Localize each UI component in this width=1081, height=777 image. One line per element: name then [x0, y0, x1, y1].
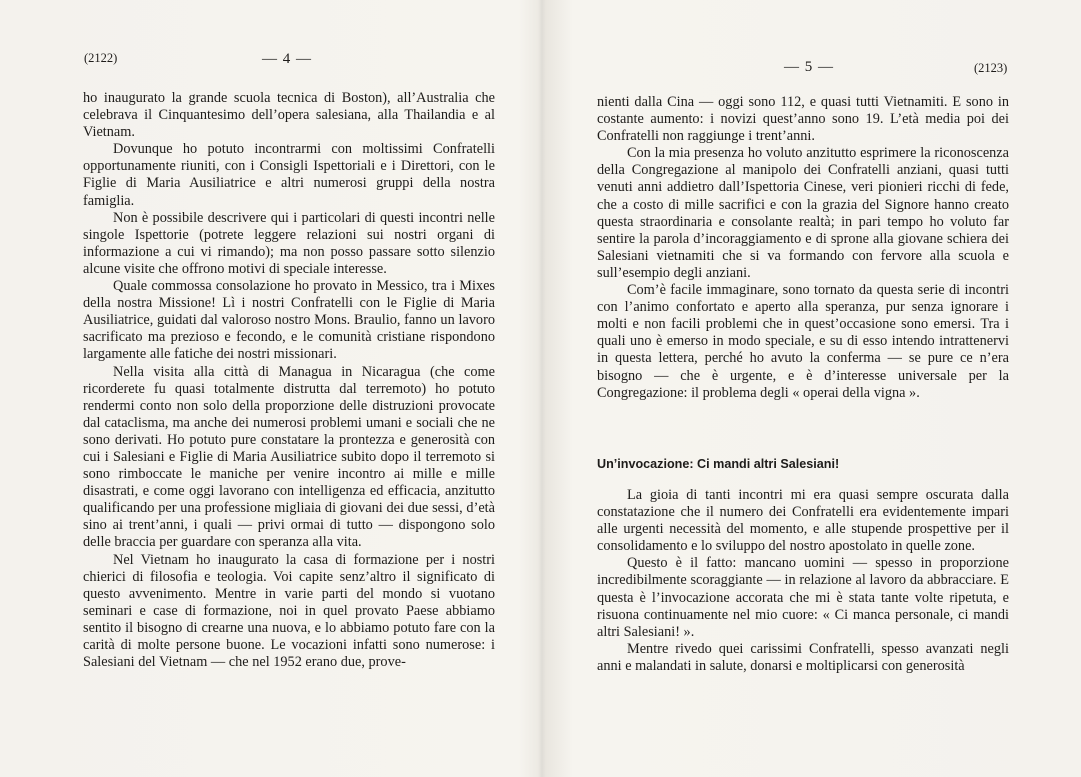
left-page-number: — 4 —: [262, 51, 312, 67]
right-page: [546, 0, 1081, 777]
paragraph: nienti dalla Cina — oggi sono 112, e quasi tutti Vietnamiti. E sono in costante aumento: i novizi quest’anno sono 19. L’età media poi dei Confratelli non raggiunge i trent’anni.: [597, 94, 1009, 145]
paragraph: Non è possibile descrivere qui i particolari di questi incontri nelle singole Ispettorie (potrete leggere relazioni sui nostri organi di informazione a cui vi rimando); ma non posso passare sotto silenzio alcune visite che offrono motivi di speciale interesse.: [83, 209, 495, 277]
right-page-number: — 5 —: [784, 59, 834, 75]
paragraph: Nella visita alla città di Managua in Nicaragua (che come ricorderete fu quasi totalmente distrutta dal terremoto) ho potuto rendermi conto non solo della proporzione delle distruzioni provocate dal cataclisma, ma anche dei numerosi problemi umani e sociali che ne sono derivati. Ho potuto pure constatare la prontezza e generosità con cui i Salesiani e Figlie di Maria Ausiliatrice subito dopo il terremoto si sono rimboccate le maniche per venire incontro ai mille e mille disastrati, e come oggi lavorano con intelligenza ed efficacia, anzitutto qualificando per una professione migliaia di giovani dei due sessi, d’età sino ai trent’anni, i quali — privi ormai di tutto — dispongono solo delle braccia per guardare con speranza alla vita.: [83, 363, 495, 551]
paragraph: Dovunque ho potuto incontrarmi con moltissimi Confratelli opportunamente riuniti, con i Consigli Ispettoriali e i Direttori, con le Figlie di Maria Ausiliatrice e altri numerosi gruppi della nostra famiglia.: [83, 141, 495, 209]
paragraph: La gioia di tanti incontri mi era quasi sempre oscurata dalla constatazione che il numero dei Confratelli era evidentemente impari alle urgenti necessità del momento, e alle stupende prospettive per il consolidamento e lo sviluppo del nostro apostolato in quelle zone.: [597, 487, 1009, 555]
paragraph: Quale commossa consolazione ho provato in Messico, tra i Mixes della nostra Missione! Lì i nostri Confratelli con le Figlie di Maria Ausiliatrice, guidati dal valoroso nostro Mons. Braulio, fanno un lavoro sacrificato ma prezioso e fecondo, e le comunità cristiane rispondono largamente alle fatiche dei nostri missionari.: [83, 278, 495, 363]
right-page-body-top: [597, 94, 1009, 402]
left-page-body: [83, 90, 495, 671]
paragraph: Con la mia presenza ho voluto anzitutto esprimere la riconoscenza della Congregazione al manipolo dei Confratelli anziani, quasi tutti venuti anni addietro dall’Ispettoria Cinese, veri pionieri ricchi di fede, che a costo di mille sacrifici e con la grazia del Signore hanno creato questa straordinaria e consolante realtà; in pari tempo ho voluto far sentire la parola d’incoraggiamento e di sprone alla giovane schiera dei Salesiani vietnamiti che si va formando con fervore alla scuola e sull’esempio degli anziani.: [597, 145, 1009, 281]
paragraph: Questo è il fatto: mancano uomini — spesso in proporzione incredibilmente scoraggiante — in relazione al lavoro da abbracciare. E questa è l’invocazione accorata che mi è stata tante volte ripetuta, e risuona continuamente nel mio cuore: « Ci manca personale, ci mandi altri Salesiani! ».: [597, 555, 1009, 640]
left-page: [0, 0, 538, 777]
paragraph: Com’è facile immaginare, sono tornato da questa serie di incontri con l’animo confortato e aperto alla speranza, pur senza ignorare i molti e non facili problemi che in quest’occasione sono emersi. Tra i quali uno è emerso in modo speciale, e su di esso intendo intrattenervi in questa lettera, perché ho avuto la conferma — se pure ce n’era bisogno — che è urgente, e è d’interesse universale per la Congregazione: il problema degli « operai della vigna ».: [597, 282, 1009, 401]
paragraph: Mentre rivedo quei carissimi Confratelli, spesso avanzati negli anni e malandati in salute, donarsi e moltiplicarsi con generosità: [597, 640, 1009, 674]
paragraph: ho inaugurato la grande scuola tecnica di Boston), all’Australia che celebrava il Cinquantesimo dell’opera salesiana, alla Thailandia e al Vietnam.: [83, 90, 495, 141]
section-heading: Un’invocazione: Ci mandi altri Salesiani!: [597, 457, 840, 471]
right-page-body-bottom: [597, 487, 1009, 675]
left-page-reference: (2122): [84, 51, 118, 65]
paragraph: Nel Vietnam ho inaugurato la casa di formazione per i nostri chierici di filosofia e teologia. Voi capite senz’altro il significato di questo avvenimento. Mentre in varie parti del mondo si vuotano seminari e case di formazione, noi in quel provato Paese abbiamo sentito il bisogno di crearne una nuova, e lo abbiamo potuto fare con la carità di molte persone buone. Le vocazioni infatti sono numerose: i Salesiani del Vietnam — che nel 1952 erano due, prove-: [83, 551, 495, 671]
book-gutter: [538, 0, 546, 777]
right-page-reference: (2123): [974, 61, 1008, 75]
